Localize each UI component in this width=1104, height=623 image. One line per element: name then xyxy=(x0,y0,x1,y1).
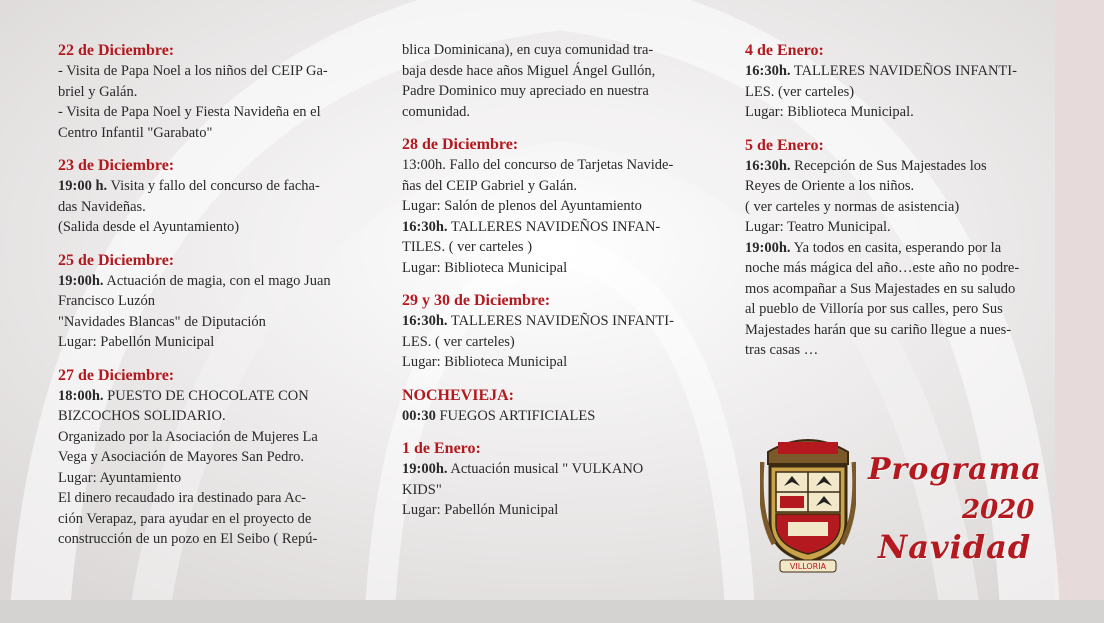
event-text: "Navidades Blancas" de Diputación xyxy=(58,313,266,330)
event-time: 16:30h. xyxy=(745,157,791,174)
event-text: noche más mágica del año…este año no podre- xyxy=(745,260,1020,276)
event-text: - Visita de Papa Noel y Fiesta Navideña en el xyxy=(58,104,321,120)
crest-label: VILLORIA xyxy=(789,562,827,571)
event-line xyxy=(745,102,1057,123)
event-line xyxy=(402,332,712,353)
event-time: 19:00h. xyxy=(402,461,448,477)
event-line xyxy=(402,102,712,123)
date-heading: 5 de Enero: xyxy=(745,136,824,154)
event-line xyxy=(745,61,1057,82)
event-text: Majestades harán que su cariño llegue a nues- xyxy=(745,321,1012,338)
event-time: 00:30 xyxy=(402,407,436,424)
program-section xyxy=(745,135,1057,361)
date-heading: 4 de Enero: xyxy=(745,42,824,59)
event-text: Lugar: Pabellón Municipal xyxy=(402,502,559,518)
event-line xyxy=(402,258,712,279)
event-line xyxy=(402,217,712,238)
event-time: 18:00h. xyxy=(58,387,104,404)
event-text: ñas del CEIP Gabriel y Galán. xyxy=(402,177,578,194)
event-text: LES. ( ver carteles) xyxy=(402,333,515,350)
event-text: FUEGOS ARTIFICIALES xyxy=(435,407,596,424)
event-line xyxy=(58,386,370,407)
date-heading: 1 de Enero: xyxy=(402,440,481,457)
event-text: TALLERES NAVIDEÑOS INFANTI- xyxy=(447,313,674,329)
event-line xyxy=(745,238,1057,259)
event-line xyxy=(58,271,370,292)
event-text: Lugar: Biblioteca Municipal xyxy=(402,354,568,370)
title-navidad: Navidad xyxy=(878,528,1032,566)
program-section xyxy=(745,40,1057,123)
program-section xyxy=(58,365,370,550)
event-text: baja desde hace años Miguel Ángel Gullón, xyxy=(402,62,656,79)
event-line xyxy=(402,352,712,373)
event-text: Francisco Luzón xyxy=(58,293,156,309)
program-section xyxy=(402,40,712,122)
column-2 xyxy=(402,40,712,533)
event-time: 16:30h. xyxy=(745,63,791,79)
date-heading: 22 de Diciembre: xyxy=(58,42,175,59)
event-text: Centro Infantil "Garabato" xyxy=(58,124,213,141)
event-line xyxy=(402,155,712,176)
event-line xyxy=(745,299,1057,320)
event-text: Lugar: Biblioteca Municipal. xyxy=(745,104,914,120)
event-text: BIZCOCHOS SOLIDARIO. xyxy=(58,408,226,424)
event-time: 19:00h. xyxy=(58,272,104,289)
title-year: 2020 xyxy=(962,495,1035,525)
event-line xyxy=(58,102,370,123)
event-text: Organizado por la Asociación de Mujeres La xyxy=(58,428,318,445)
event-line xyxy=(58,217,370,238)
event-line xyxy=(58,197,370,218)
event-text: LES. (ver carteles) xyxy=(745,83,855,100)
event-line xyxy=(745,156,1057,177)
event-line xyxy=(58,123,370,144)
event-line xyxy=(745,197,1057,218)
event-line xyxy=(58,488,370,509)
event-line xyxy=(745,279,1057,300)
event-text: Actuación de magia, con el mago Juan xyxy=(103,272,331,289)
event-text: Lugar: Ayuntamiento xyxy=(58,469,182,486)
event-line xyxy=(402,480,712,501)
event-time: 16:30h. xyxy=(402,218,448,235)
event-line xyxy=(402,196,712,217)
event-text: al pueblo de Villoría por sus calles, pero Sus xyxy=(745,301,1003,317)
event-text: El dinero recaudado ira destinado para Ac- xyxy=(58,490,307,506)
date-heading: 27 de Diciembre: xyxy=(58,366,175,384)
program-section xyxy=(58,250,370,353)
event-line xyxy=(745,340,1057,361)
event-text: Vega y Asociación de Mayores San Pedro. xyxy=(58,449,305,465)
event-text: mos acompañar a Sus Majestades en su saludo xyxy=(745,280,1016,297)
villoria-coat-of-arms xyxy=(760,434,856,574)
event-line xyxy=(745,82,1057,103)
date-heading: 28 de Diciembre: xyxy=(402,136,519,153)
event-text: blica Dominicana), en cuya comunidad tra- xyxy=(402,42,654,58)
program-section xyxy=(58,155,370,238)
event-line xyxy=(745,258,1057,279)
event-line xyxy=(58,332,370,353)
column-3 xyxy=(745,40,1057,373)
event-text: 13:00h. Fallo del concurso de Tarjetas Navide- xyxy=(402,157,674,173)
event-text: TALLERES NAVIDEÑOS INFANTI- xyxy=(790,63,1017,79)
event-line xyxy=(402,406,712,427)
event-line xyxy=(402,311,712,332)
event-text: briel y Galán. xyxy=(58,83,138,100)
event-line xyxy=(745,217,1057,238)
column-1 xyxy=(58,40,370,562)
event-line xyxy=(58,447,370,468)
event-text: Visita y fallo del concurso de facha- xyxy=(107,178,320,194)
event-line xyxy=(58,176,370,197)
event-time: 16:30h. xyxy=(402,313,448,329)
event-text: ( ver carteles y normas de asistencia) xyxy=(745,198,960,215)
event-text: Reyes de Oriente a los niños. xyxy=(745,178,915,194)
event-text: (Salida desde el Ayuntamiento) xyxy=(58,219,240,235)
date-heading: 29 y 30 de Diciembre: xyxy=(402,292,551,309)
event-line xyxy=(58,427,370,448)
event-text: TILES. ( ver carteles ) xyxy=(402,239,533,255)
program-section xyxy=(58,40,370,143)
event-line xyxy=(745,176,1057,197)
date-heading: 25 de Diciembre: xyxy=(58,251,175,269)
event-text: construcción de un pozo en El Seibo ( Repú- xyxy=(58,531,318,547)
event-text: Lugar: Pabellón Municipal xyxy=(58,334,215,350)
event-line xyxy=(58,291,370,312)
event-text: Padre Dominico muy apreciado en nuestra xyxy=(402,83,649,99)
date-heading: NOCHEVIEJA: xyxy=(402,386,515,404)
event-text: das Navideñas. xyxy=(58,198,146,215)
event-line xyxy=(402,61,712,82)
event-line xyxy=(58,82,370,103)
event-line xyxy=(58,61,370,82)
event-text: KIDS" xyxy=(402,481,442,498)
event-line xyxy=(58,529,370,550)
event-line xyxy=(402,81,712,102)
event-line xyxy=(58,468,370,489)
date-heading: 23 de Diciembre: xyxy=(58,157,175,174)
event-time: 19:00h. xyxy=(745,239,791,256)
event-time: 19:00 h. xyxy=(58,178,108,194)
event-text: Lugar: Biblioteca Municipal xyxy=(402,259,568,276)
event-text: PUESTO DE CHOCOLATE CON xyxy=(103,387,309,404)
title-programa: Programa xyxy=(868,452,1042,487)
event-text: comunidad. xyxy=(402,103,471,120)
program-section xyxy=(402,385,712,427)
event-text: Lugar: Salón de plenos del Ayuntamiento xyxy=(402,198,642,214)
program-section xyxy=(402,438,712,521)
event-line xyxy=(402,237,712,258)
event-line xyxy=(402,459,712,480)
event-line xyxy=(58,406,370,427)
event-text: TALLERES NAVIDEÑOS INFAN- xyxy=(447,218,661,235)
event-text: Ya todos en casita, esperando por la xyxy=(790,239,1002,256)
event-text: ción Verapaz, para ayudar en el proyecto de xyxy=(58,510,312,527)
event-text: Actuación musical " VULKANO xyxy=(447,461,644,477)
program-section xyxy=(402,134,712,278)
event-text: Recepción de Sus Majestades los xyxy=(790,157,987,174)
event-line xyxy=(402,500,712,521)
event-line xyxy=(58,509,370,530)
event-line xyxy=(745,320,1057,341)
event-text: tras casas … xyxy=(745,342,819,358)
event-line xyxy=(402,40,712,61)
event-text: - Visita de Papa Noel a los niños del CEIP Ga- xyxy=(58,63,328,79)
event-text: Lugar: Teatro Municipal. xyxy=(745,219,891,235)
event-line xyxy=(58,312,370,333)
event-line xyxy=(402,176,712,197)
program-section xyxy=(402,290,712,373)
